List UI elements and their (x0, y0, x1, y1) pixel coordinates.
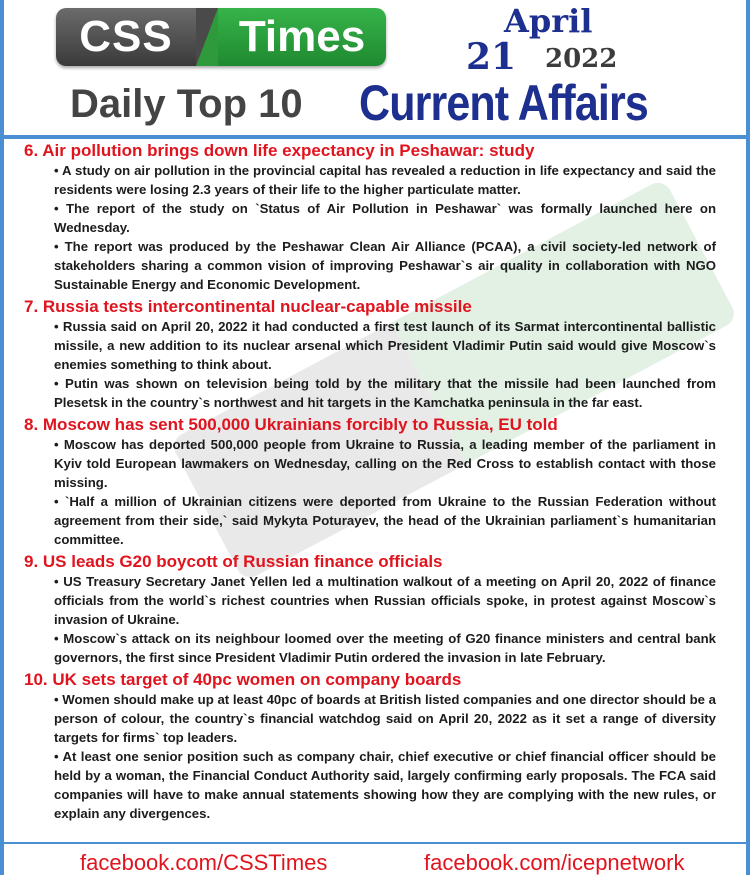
news-bullet: • US Treasury Secretary Janet Yellen led a multination walkout of a meeting on April 20, 2022 of finance officials from the world`s richest countries when Russian officials spoke, in protest against Moscow`s invasion of Ukraine. (54, 574, 716, 627)
news-title: 7. Russia tests intercontinental nuclear-capable missile (24, 297, 472, 316)
logo-times-text: Times (218, 8, 386, 66)
news-bullet: • The report of the study on `Status of Air Pollution in Peshawar` was formally launched here on Wednesday. (54, 201, 716, 235)
news-item-9 (24, 551, 716, 667)
facebook-link-csstimes[interactable]: facebook.com/CSSTimes (80, 850, 328, 875)
news-bullet: • At least one senior position such as company chair, chief executive or chief financial officer should be held by a woman, the Financial Conduct Authority said, largely confirming early proposals. The FCA said companies will have to make annual statements showing how they are complying with the new rules, or explain any divergences. (54, 749, 716, 821)
header-divider (4, 135, 746, 139)
news-title: 8. Moscow has sent 500,000 Ukrainians forcibly to Russia, EU told (24, 415, 558, 434)
news-list (24, 140, 716, 825)
current-affairs-title: Current Affairs (359, 75, 648, 131)
news-title: 6. Air pollution brings down life expectancy in Peshawar: study (24, 141, 535, 160)
daily-top-title: Daily Top 10 (70, 82, 303, 126)
news-bullet: • A study on air pollution in the provincial capital has revealed a reduction in life expectancy and said the residents were losing 2.3 years of their life to the higher particulate matter. (54, 163, 716, 197)
news-item-10 (24, 669, 716, 823)
date-day: 21 (466, 36, 517, 78)
news-bullet: • `Half a million of Ukrainian citizens were deported from Ukraine to the Russian Federation without agreement from their side,` said Mykyta Poturayev, the head of the Ukrainian parliament`s humanitarian committee. (54, 494, 716, 547)
footer (4, 842, 746, 875)
news-title: 10. UK sets target of 40pc women on company boards (24, 670, 462, 689)
date-month: April (504, 2, 593, 40)
logo-slash (196, 8, 218, 66)
logo-css-text: CSS (56, 8, 196, 66)
news-item-7 (24, 296, 716, 412)
news-bullet: • Moscow`s attack on its neighbour loomed over the meeting of G20 finance ministers and central bank governors, the first since President Vladimir Putin ordered the invasion in late February. (54, 631, 716, 665)
date-year: 2022 (545, 44, 618, 74)
facebook-link-icepnetwork[interactable]: facebook.com/icepnetwork (424, 850, 685, 875)
news-item-6 (24, 140, 716, 294)
news-bullet: • Moscow has deported 500,000 people from Ukraine to Russia, a leading member of the parliament in Kyiv told European lawmakers on Wednesday, calling on the Red Cross to establish contact with those missing. (54, 437, 716, 490)
css-times-logo (56, 8, 386, 66)
news-bullet: • Women should make up at least 40pc of boards at British listed companies and one director should be a person of colour, the country`s financial watchdog said on April 20, 2022 as it set a range of diversity targets for firms` top leaders. (54, 692, 716, 745)
news-bullet: • Russia said on April 20, 2022 it had conducted a first test launch of its Sarmat intercontinental ballistic missile, a new addition to its nuclear arsenal which President Vladimir Putin said would give Moscow`s enemies something to think about. (54, 319, 716, 372)
news-item-8 (24, 414, 716, 549)
news-bullet: • Putin was shown on television being told by the military that the missile had been launched from Plesetsk in the country`s northwest and hit targets in the Kamchatka peninsula in the far east. (54, 376, 716, 410)
news-title: 9. US leads G20 boycott of Russian finance officials (24, 552, 443, 571)
news-bullet: • The report was produced by the Peshawar Clean Air Alliance (PCAA), a civil society-led network of stakeholders sharing a common vision of improving Peshawar`s air quality in collaboration with NGO Sustainable Energy and Economic Development. (54, 239, 716, 292)
